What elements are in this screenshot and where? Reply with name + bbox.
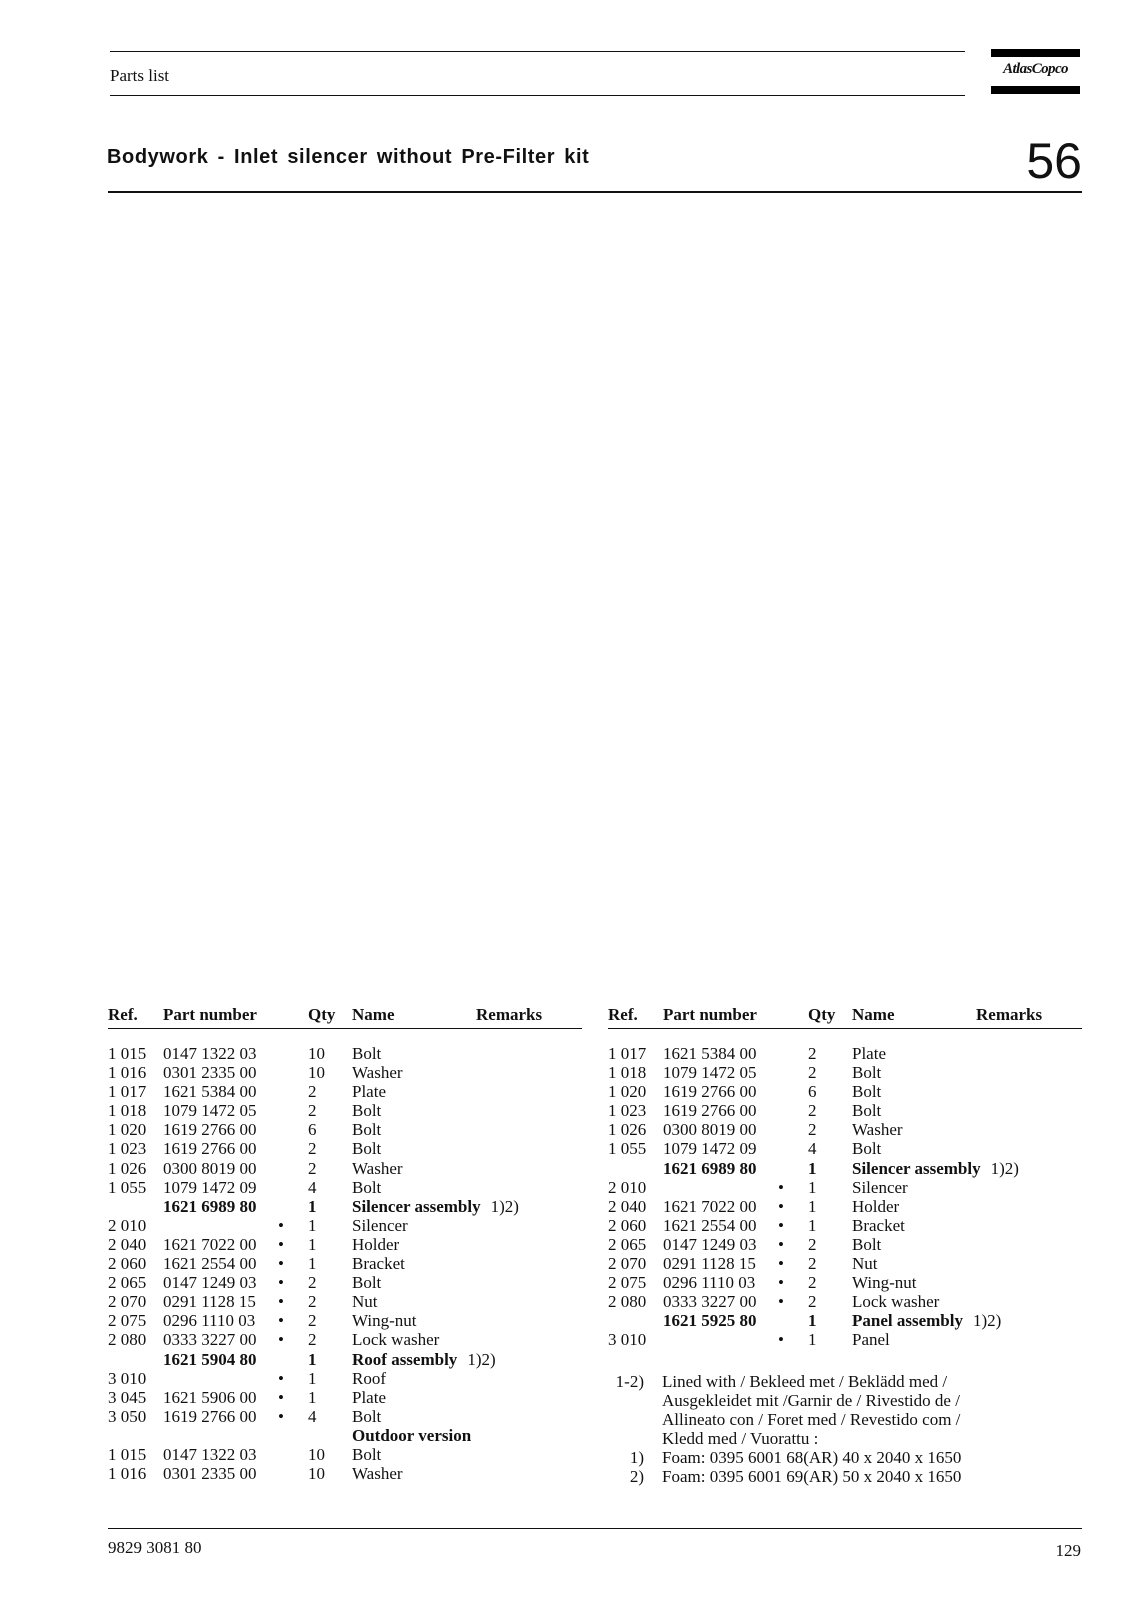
cell-ref: 1 055 <box>108 1177 147 1197</box>
cell-qty: 6 <box>308 1120 317 1140</box>
footnote-key: 2) <box>629 1467 644 1487</box>
cell-marker: • <box>778 1234 784 1254</box>
cell-name: Bolt <box>352 1273 382 1293</box>
title-rule <box>108 191 1082 193</box>
cell-ref: 2 040 <box>108 1234 147 1254</box>
col-header-ref: Ref. <box>108 1005 138 1024</box>
cell-part-number: 1621 6989 80 <box>163 1196 257 1216</box>
cell-ref: 1 015 <box>108 1444 147 1464</box>
page-title: Bodywork - Inlet silencer without Pre-Filter kit <box>107 146 590 168</box>
cell-qty: 2 <box>308 1139 317 1159</box>
cell-marker: • <box>278 1215 284 1235</box>
cell-name: Bolt <box>352 1444 382 1464</box>
cell-part-number: 1621 2554 00 <box>663 1215 757 1235</box>
footnote-line <box>600 1429 899 1448</box>
cell-ref: 2 010 <box>608 1177 647 1197</box>
cell-qty: 2 <box>308 1158 317 1178</box>
cell-name: Washer <box>352 1464 403 1484</box>
cell-part-number: 1621 7022 00 <box>663 1196 757 1216</box>
cell-qty: 10 <box>308 1063 325 1083</box>
cell-name: Silencer assembly <box>852 1158 981 1178</box>
cell-qty: 10 <box>308 1444 325 1464</box>
cell-qty: 10 <box>308 1464 325 1484</box>
cell-ref: 1 015 <box>108 1044 147 1063</box>
cell-ref: 2 010 <box>108 1215 147 1235</box>
cell-qty: 1 <box>808 1215 817 1235</box>
cell-marker: • <box>778 1196 784 1216</box>
cell-marker: • <box>278 1273 284 1293</box>
header-label: Parts list <box>110 66 170 85</box>
cell-qty: 1 <box>808 1196 817 1216</box>
cell-qty: 2 <box>308 1292 317 1312</box>
cell-part-number: 1621 5384 00 <box>663 1044 757 1063</box>
cell-marker: • <box>778 1273 784 1293</box>
cell-marker: • <box>778 1254 784 1274</box>
col-header-ref: Ref. <box>608 1005 638 1024</box>
cell-name: Panel <box>852 1330 890 1350</box>
cell-part-number: 1619 2766 00 <box>663 1101 757 1121</box>
cell-ref: 2 060 <box>108 1254 147 1274</box>
cell-part-number: 0301 2335 00 <box>163 1464 257 1484</box>
cell-name: Bolt <box>852 1082 882 1102</box>
footer-rule <box>108 1528 1082 1529</box>
cell-part-number: 0147 1322 03 <box>163 1444 257 1464</box>
cell-part-number: 0300 8019 00 <box>163 1158 257 1178</box>
cell-qty: 1 <box>808 1311 817 1331</box>
cell-ref: 1 016 <box>108 1464 147 1484</box>
cell-name: Bolt <box>352 1406 382 1426</box>
cell-qty: 2 <box>308 1101 317 1121</box>
cell-qty: 1 <box>308 1196 317 1216</box>
cell-name: Bracket <box>852 1215 905 1235</box>
cell-ref: 2 060 <box>608 1215 647 1235</box>
cell-part-number: 0147 1249 03 <box>163 1273 257 1293</box>
col-header-rule <box>108 1028 582 1029</box>
cell-qty: 4 <box>808 1139 817 1159</box>
cell-marker: • <box>778 1177 784 1197</box>
footnote-text: Foam: 0395 6001 68(AR) 40 x 2040 x 1650 <box>662 1448 962 1468</box>
cell-name: Bolt <box>352 1120 382 1140</box>
cell-remarks: 1)2) <box>467 1349 496 1369</box>
cell-part-number: 0291 1128 15 <box>163 1292 256 1312</box>
cell-qty: 2 <box>308 1082 317 1102</box>
cell-qty: 1 <box>808 1177 817 1197</box>
footnote-key: 1) <box>629 1448 644 1468</box>
cell-ref: 1 016 <box>108 1063 147 1083</box>
cell-name: Outdoor version <box>352 1425 472 1445</box>
cell-qty: 2 <box>808 1101 817 1121</box>
cell-qty: 1 <box>808 1330 817 1350</box>
cell-remarks: 1)2) <box>990 1158 1019 1178</box>
cell-ref: 1 020 <box>108 1120 147 1140</box>
cell-name: Plate <box>852 1044 886 1063</box>
footnote-text: Foam: 0395 6001 69(AR) 50 x 2040 x 1650 <box>662 1467 962 1487</box>
cell-part-number: 1621 5384 00 <box>163 1082 257 1102</box>
footnote-line <box>600 1467 962 1487</box>
cell-name: Lock washer <box>852 1292 940 1312</box>
cell-name: Washer <box>352 1158 403 1178</box>
cell-part-number: 0291 1128 15 <box>663 1254 756 1274</box>
col-header-part: Part number <box>163 1005 257 1024</box>
cell-qty: 1 <box>308 1215 317 1235</box>
cell-marker: • <box>278 1254 284 1274</box>
footnote-line <box>600 1372 948 1391</box>
section-number: 56 <box>1026 133 1082 189</box>
cell-ref: 1 026 <box>608 1120 647 1140</box>
col-header-qty: Qty <box>808 1005 836 1024</box>
footnote-text: Kledd med / Vuorattu : <box>662 1429 819 1449</box>
cell-part-number: 0301 2335 00 <box>163 1063 257 1083</box>
cell-qty: 6 <box>808 1082 817 1102</box>
cell-part-number: 1079 1472 05 <box>163 1101 257 1121</box>
cell-ref: 1 018 <box>108 1101 147 1121</box>
cell-ref: 1 023 <box>108 1139 147 1159</box>
cell-part-number: 1619 2766 00 <box>663 1082 757 1102</box>
cell-name: Bolt <box>352 1044 382 1063</box>
cell-part-number: 0147 1322 03 <box>163 1044 257 1063</box>
cell-part-number: 1079 1472 05 <box>663 1063 757 1083</box>
cell-name: Roof <box>352 1368 386 1388</box>
cell-marker: • <box>278 1234 284 1254</box>
cell-ref: 2 075 <box>608 1273 647 1293</box>
col-header-part: Part number <box>663 1005 757 1024</box>
col-header-remarks: Remarks <box>476 1005 543 1024</box>
footnote-line <box>600 1448 962 1468</box>
cell-ref: 1 018 <box>608 1063 647 1083</box>
cell-marker: • <box>278 1330 284 1350</box>
cell-marker: • <box>778 1292 784 1312</box>
cell-ref: 3 010 <box>108 1368 147 1388</box>
cell-part-number: 1621 5925 80 <box>663 1311 757 1331</box>
cell-name: Plate <box>352 1082 386 1102</box>
cell-qty: 1 <box>308 1349 317 1369</box>
cell-part-number: 1621 5904 80 <box>163 1349 257 1369</box>
cell-name: Nut <box>352 1292 378 1312</box>
cell-qty: 1 <box>808 1158 817 1178</box>
cell-ref: 3 045 <box>108 1387 147 1407</box>
cell-ref: 2 070 <box>608 1254 647 1274</box>
cell-part-number: 1619 2766 00 <box>163 1139 257 1159</box>
cell-ref: 1 017 <box>108 1082 147 1102</box>
atlas-copco-logo: AtlasCopco <box>991 49 1080 94</box>
cell-part-number: 0333 3227 00 <box>163 1330 257 1350</box>
cell-part-number: 1621 2554 00 <box>163 1254 257 1274</box>
cell-name: Silencer <box>352 1215 408 1235</box>
footnote-text: Lined with / Bekleed met / Beklädd med / <box>662 1372 948 1391</box>
cell-name: Bolt <box>852 1101 882 1121</box>
cell-qty: 2 <box>808 1292 817 1312</box>
cell-qty: 1 <box>308 1234 317 1254</box>
cell-ref: 2 070 <box>108 1292 147 1312</box>
cell-marker: • <box>778 1215 784 1235</box>
cell-ref: 1 017 <box>608 1044 647 1063</box>
cell-qty: 2 <box>808 1120 817 1140</box>
cell-part-number: 1619 2766 00 <box>163 1406 257 1426</box>
cell-qty: 2 <box>308 1311 317 1331</box>
cell-name: Nut <box>852 1254 878 1274</box>
cell-ref: 3 010 <box>608 1330 647 1350</box>
col-header-name: Name <box>352 1005 395 1024</box>
cell-qty: 2 <box>808 1273 817 1293</box>
cell-qty: 2 <box>808 1063 817 1083</box>
cell-marker: • <box>278 1387 284 1407</box>
cell-ref: 1 023 <box>608 1101 647 1121</box>
cell-ref: 2 080 <box>608 1292 647 1312</box>
cell-part-number: 1079 1472 09 <box>663 1139 757 1159</box>
footnote-key: 1-2) <box>615 1372 644 1391</box>
cell-ref: 2 040 <box>608 1196 647 1216</box>
cell-ref: 1 055 <box>608 1139 647 1159</box>
cell-name: Holder <box>852 1196 900 1216</box>
cell-qty: 4 <box>308 1406 317 1426</box>
cell-name: Bracket <box>352 1254 405 1274</box>
cell-name: Bolt <box>852 1234 882 1254</box>
cell-part-number: 0296 1110 03 <box>163 1311 256 1331</box>
cell-name: Bolt <box>852 1063 882 1083</box>
cell-ref: 2 075 <box>108 1311 147 1331</box>
cell-name: Silencer <box>852 1177 908 1197</box>
cell-part-number: 0300 8019 00 <box>663 1120 757 1140</box>
cell-ref: 1 026 <box>108 1158 147 1178</box>
cell-qty: 2 <box>808 1254 817 1274</box>
cell-name: Washer <box>352 1063 403 1083</box>
cell-name: Roof assembly <box>352 1349 458 1369</box>
cell-name: Wing-nut <box>352 1311 417 1331</box>
document-number: 9829 3081 80 <box>108 1538 202 1557</box>
cell-name: Bolt <box>352 1177 382 1197</box>
cell-ref: 3 050 <box>108 1406 147 1426</box>
cell-qty: 2 <box>308 1330 317 1350</box>
cell-qty: 1 <box>308 1387 317 1407</box>
cell-marker: • <box>278 1368 284 1388</box>
cell-ref: 1 020 <box>608 1082 647 1102</box>
cell-part-number: 0333 3227 00 <box>663 1292 757 1312</box>
cell-name: Bolt <box>352 1101 382 1121</box>
cell-ref: 2 080 <box>108 1330 147 1350</box>
cell-marker: • <box>278 1311 284 1331</box>
col-header-name: Name <box>852 1005 895 1024</box>
footnote-line <box>600 1410 961 1430</box>
cell-name: Bolt <box>852 1139 882 1159</box>
col-header-rule <box>608 1028 1082 1029</box>
cell-qty: 10 <box>308 1044 325 1063</box>
col-header-remarks: Remarks <box>976 1005 1043 1024</box>
cell-remarks: 1)2) <box>972 1311 1002 1331</box>
cell-remarks: 1)2) <box>490 1196 519 1216</box>
cell-name: Silencer assembly <box>352 1196 481 1216</box>
cell-qty: 2 <box>308 1273 317 1293</box>
header-bottom-rule <box>110 95 965 96</box>
footnote-text: Ausgekleidet mit /Garnir de / Rivestido de / <box>662 1391 960 1411</box>
cell-name: Bolt <box>352 1139 382 1159</box>
cell-qty: 1 <box>308 1368 317 1388</box>
cell-name: Panel assembly <box>852 1311 963 1331</box>
cell-part-number: 0296 1110 03 <box>663 1273 756 1293</box>
header-top-rule <box>110 51 965 52</box>
col-header-qty: Qty <box>308 1005 336 1024</box>
cell-marker: • <box>278 1292 284 1312</box>
cell-qty: 2 <box>808 1234 817 1254</box>
cell-qty: 4 <box>308 1177 317 1197</box>
cell-qty: 2 <box>808 1044 817 1063</box>
cell-name: Plate <box>352 1387 386 1407</box>
footnote-line <box>600 1391 960 1411</box>
cell-marker: • <box>778 1330 784 1350</box>
cell-ref: 2 065 <box>608 1234 647 1254</box>
cell-part-number: 1621 5906 00 <box>163 1387 257 1407</box>
cell-name: Lock washer <box>352 1330 440 1350</box>
cell-part-number: 1079 1472 09 <box>163 1177 257 1197</box>
cell-marker: • <box>278 1406 284 1426</box>
footnotes <box>600 1372 962 1487</box>
footnote-text: Allineato con / Foret med / Revestido com / <box>662 1410 961 1430</box>
cell-part-number: 1621 7022 00 <box>163 1234 257 1254</box>
cell-ref: 2 065 <box>108 1273 147 1293</box>
cell-part-number: 0147 1249 03 <box>663 1234 757 1254</box>
cell-part-number: 1621 6989 80 <box>663 1158 757 1178</box>
cell-name: Holder <box>352 1234 400 1254</box>
cell-name: Washer <box>852 1120 903 1140</box>
page-number: 129 <box>1055 1541 1081 1560</box>
cell-qty: 1 <box>308 1254 317 1274</box>
cell-part-number: 1619 2766 00 <box>163 1120 257 1140</box>
cell-name: Wing-nut <box>852 1273 917 1293</box>
